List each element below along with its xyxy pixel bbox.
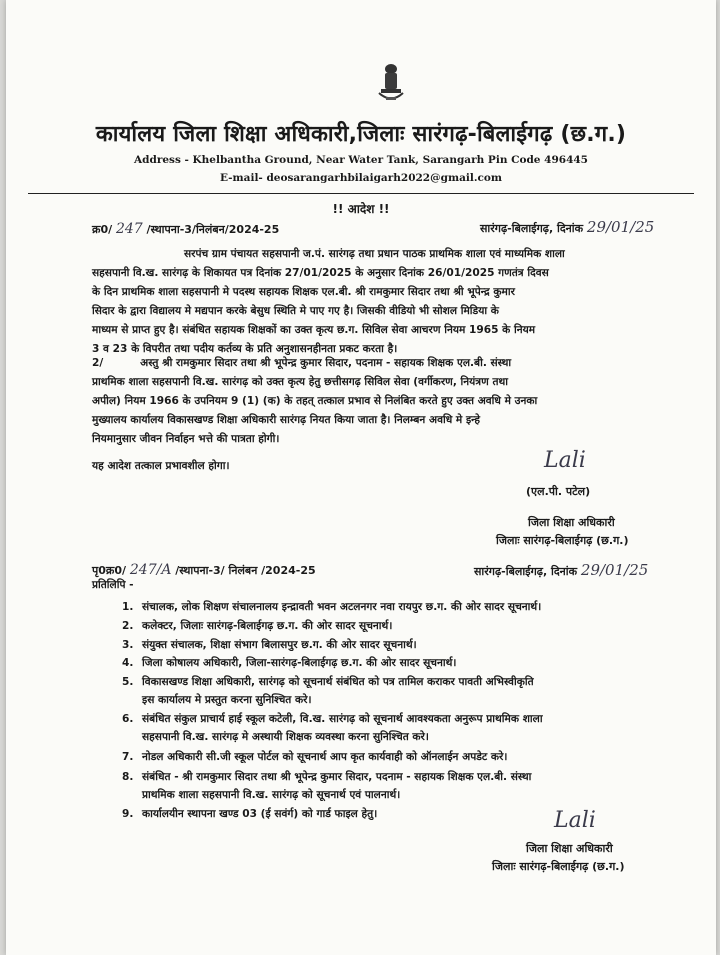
signatory-designation-2: जिला शिक्षा अधिकारी [526,842,613,855]
signatory-designation-1: जिला शिक्षा अधिकारी [528,516,615,529]
signatory-district-2: जिलाः सारंगढ़-बिलाईगढ़ (छ.ग.) [492,860,625,873]
office-address: Address - Khelbantha Ground, Near Water Tank, Sarangarh Pin Code 496445 [134,154,588,166]
ref2-suffix: /स्थापना-3/ निलंबन /2024-25 [175,564,316,577]
order-heading: !! आदेश !! [332,202,390,216]
order-paragraph-1: सरपंच ग्राम पंचायत सहसपानी ज.पं. सारंगढ़ तथा प्रधान पाठक प्राथमिक शाला एवं माध्यमिक शाला सहसपानी वि.ख. सारंगढ़ के शिकायत पत्र दिनांक 27/01/2025 के अनुसार दिनांक 26/01/2025 गणतंत्र दिवस के दिन प्राथमिक शाला सहसपानी मे पदस्थ सहायक शिक्षक एल.बी. श्री रामकुमार सिदार तथा श्री भूपेन्द्र कुमार सिदार के द्वारा विद्यालय मे मद्यपान करके बेसुध स्थिति मे पाए गए है। जिसकी वीडियो भी सोशल मिडिया के माध्यम से प्राप्त हुए है। संबंधित सहायक शिक्षकों का उक्त कृत्य छ.ग. सिविल सेवा आचरण नियम 1965 के नियम 3 व 23 के विपरीत तथा पदीय कर्तव्य के प्रति अनुशासनहीनता प्रकट करता है। [92,248,565,355]
ref-prefix: क्र0/ [92,223,113,236]
copy-date-line [474,561,648,579]
ref-number-handwritten: 247 [115,221,143,237]
order-reference [92,221,279,237]
signatory-name: (एल.पी. पटेल) [526,485,591,498]
copy-date-handwritten: 29/01/25 [580,561,649,579]
header-divider [28,193,694,194]
ref-suffix: /स्थापना-3/निलंबन/2024-25 [146,223,280,236]
office-title: कार्यालय जिला शिक्षा अधिकारी,जिलाः सारंगढ़-बिलाईगढ़ (छ.ग.) [95,122,627,147]
copy-heading: प्रतिलिपि - [92,579,134,591]
copy-reference [92,562,316,578]
signature-handwritten-2: Lali [554,808,596,833]
order-date-handwritten: 29/01/25 [586,218,655,236]
place-date-label: सारंगढ़-बिलाईगढ़, दिनांक [480,222,584,235]
ref2-place-date-label: सारंगढ़-बिलाईगढ़, दिनांक [474,565,578,578]
signature-handwritten-1: Lali [544,448,586,473]
state-emblem-icon [374,60,408,108]
ref2-number-handwritten: 247/A [129,562,172,578]
office-email: E-mail- deosarangarhbilaigarh2022@gmail.com [219,172,503,184]
document-page: कार्यालय जिला शिक्षा अधिकारी,जिलाः सारंगढ़-बिलाईगढ़ (छ.ग.) Address - Khelbantha Ground, Near Water Tank, Sarangarh Pin Code 496445 E-mail- deosarangarhbilaigarh2022@gmail.com !! आदेश !! क्र0/ 247 /स्थापना-3/निलंबन/2024-25 सारंगढ़-बिलाईगढ़, दिनांक 29/01/25 सरपंच ग्राम पंचायत सहसपानी ज.पं. सारंगढ़ तथा प्रधान पाठक प्राथमिक शाला एवं माध्यमिक शाला सहसपानी वि.ख. सारंगढ़ के शिकायत पत्र दिनांक 27/01/2025 के अनुसार दिनांक 26/01/2025 गणतंत्र दिवस के दिन प्राथमिक शाला सहसपानी मे पदस्थ सहायक शिक्षक एल.बी. श्री रामकुमार सिदार तथा श्री भूपेन्द्र कुमार सिदार के द्वारा विद्यालय मे मद्यपान करके बेसुध स्थिति मे पाए गए है। जिसकी वीडियो भी सोशल मिडिया के माध्यम से प्राप्त हुए है। संबंधित सहायक शिक्षकों का उक्त कृत्य छ.ग. सिविल सेवा आचरण नियम 1965 के नियम 3 व 23 के विपरीत तथा पदीय कर्तव्य के प्रति अनुशासनहीनता प्रकट करता है। 2/ अस्तु श्री रामकुमार सिदार तथा श्री भूपेन्द्र कुमार सिदार, पदनाम - सहायक शिक्षक एल.बी. संस्था प्राथमिक शाला सहसपानी वि.ख. सारंगढ़ को उक्त कृत्य हेतु छत्तीसगढ़ सिविल सेवा (वर्गीकरण, नियंत्रण तथा अपील) नियम 1966 के उपनियम 9 (1) (क) के तहत् तत्काल प्रभाव से निलंबित करते हुए उक्त अवधि मे उनका मुख्यालय कार्यालय विकासखण्ड शिक्षा अधिकारी सारंगढ़ नियत किया जाता है। निलम्बन अवधि मे इन्हे नियमानुसार जीवन निर्वाहन भत्ते की पात्रता होगी। यह आदेश तत्काल प्रभावशील होगा। Lali (एल.पी. पटेल) जिला शिक्षा अधिकारी जिलाः सारंगढ़-बिलाईगढ़ (छ.ग.) पृ0क्र0/ 247/A /स्थापना-3/ निलंबन /2024-25 सारंगढ़-बिलाईगढ़, दिनांक 29/01/25 प्रतिलिपि - 1. संचालक, लोक शिक्षण संचालनालय इन्द्रावती भवन अटलनगर नवा रायपुर छ.ग. की ओर सादर सूचनार्थ। 2. कलेक्टर, जिलाः सारंगढ़-बिलाईगढ़ छ.ग. की ओर सादर सूचनार्थ। 3. संयुक्त संचालक, शिक्षा संभाग बिलासपुर छ.ग. की ओर सादर सूचनार्थ। 4. जिला कोषालय अधिकारी, जिला-सारंगढ़-बिलाईगढ़ छ.ग. की ओर सादर सूचनार्थ। 5. विकासखण्ड शिक्षा अधिकारी, सारंगढ़ को सूचनार्थ संबंधित को पत्र तामिल कराकर पावती अभिस्वीकृति इस कार्यालय मे प्रस्तुत करना सुनिश्चित करे। 6. संबंधित संकुल प्राचार्य हाई स्कूल कटेली, वि.ख. सारंगढ़ को सूचनार्थ आवश्यकता अनुरूप प्राथमिक शाला सहसपानी वि.ख. सारंगढ़ मे अस्थायी शिक्षक व्यवस्था करना सुनिश्चित करे। 7. नोडल अधिकारी सी.जी स्कूल पोर्टल को सूचनार्थ आप कृत कार्यवाही को ऑनलाईन अपडेट करे। 8. संबंधित - श्री रामकुमार सिदार तथा श्री भूपेन्द्र कुमार सिदार, पदनाम - सहायक शिक्षक एल.बी. संस्था प्राथमिक शाला सहसपानी वि.ख. सारंगढ़ को सूचनार्थ एवं पालनार्थ। 9. कार्यालयीन स्थापना खण्ड 03 (ई सवंर्ग) को गार्ड फाइल हेतु। Lali जिला शिक्षा अधिकारी जिलाः सारंगढ़-बिलाईगढ़ (छ.ग.) [6,0,716,955]
signatory-district-1: जिलाः सारंगढ़-बिलाईगढ़ (छ.ग.) [496,534,629,547]
order-paragraph-2: 2/ अस्तु श्री रामकुमार सिदार तथा श्री भूपेन्द्र कुमार सिदार, पदनाम - सहायक शिक्षक एल.बी. संस्था प्राथमिक शाला सहसपानी वि.ख. सारंगढ़ को उक्त कृत्य हेतु छत्तीसगढ़ सिविल सेवा (वर्गीकरण, नियंत्रण तथा अपील) नियम 1966 के उपनियम 9 (1) (क) के तहत् तत्काल प्रभाव से निलंबित करते हुए उक्त अवधि मे उनका मुख्यालय कार्यालय विकासखण्ड शिक्षा अधिकारी सारंगढ़ नियत किया जाता है। निलम्बन अवधि मे इन्हे नियमानुसार जीवन निर्वाहन भत्ते की पात्रता होगी। [92,357,538,445]
effective-line: यह आदेश तत्काल प्रभावशील होगा। [92,460,230,472]
order-date-line [480,218,654,236]
ref2-prefix: पृ0क्र0/ [92,564,127,577]
